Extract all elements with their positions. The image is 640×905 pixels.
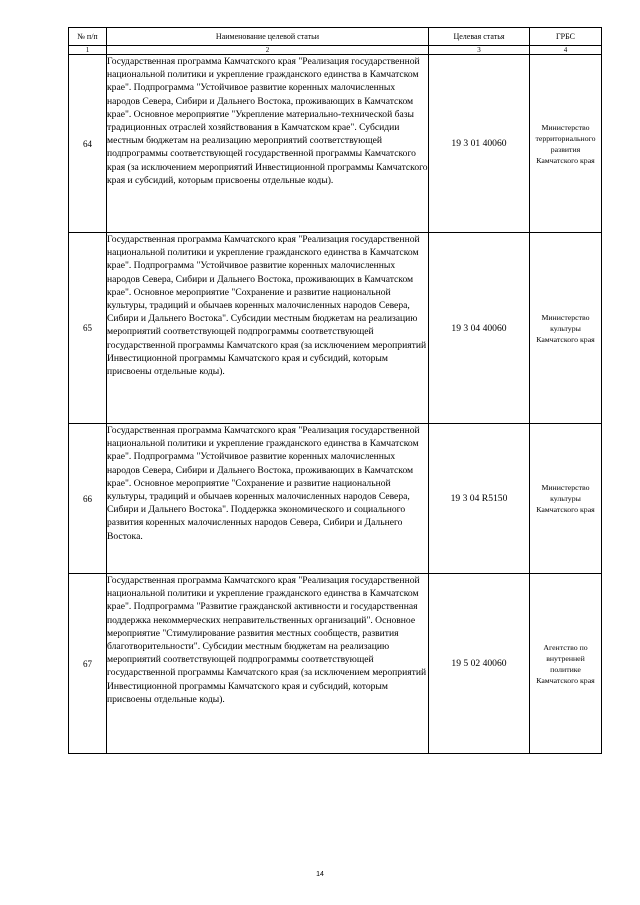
column-number-2: 2 [107,46,429,55]
row-name: Государственная программа Камчатского края "Реализация государственной национальной политики и укрепление гражданского единства в Камчатском крае". Подпрограмма "Устойчивое развитие коренных малочисленных народов Севера, Сибири и Дальнего Востока, проживающих в Камчатском крае". Основное мероприятие "Укрепление материально-технической базы традиционных отраслей хозяйствования в Камчатском крае". Субсидии местным бюджетам на реализацию мероприятий соответствующей подпрограммы соответствующей государственной программы Камчатского края (за исключением мероприятий Инвестиционной программы Камчатского края и субсидий, которым присвоены отдельные коды). [107,55,429,233]
header-number: № п/п [69,28,107,46]
row-name: Государственная программа Камчатского края "Реализация государственной национальной политики и укрепление гражданского единства в Камчатском крае". Подпрограмма "Устойчивое развитие коренных малочисленных народов Севера, Сибири и Дальнего Востока, проживающих в Камчатском крае". Основное мероприятие "Сохранение и развитие национальной культуры, традиций и обычаев коренных малочисленных народов Севера, Сибири и Дальнего Востока". Субсидии местным бюджетам на реализацию мероприятий соответствующей подпрограммы соответствующей государственной программы Камчатского края (за исключением мероприятий Инвестиционной программы Камчатского края и субсидий, которым присвоены отдельные коды). [107,233,429,424]
page-number: 14 [316,871,324,878]
row-number: 65 [69,233,107,424]
row-code: 19 3 04 R5150 [429,424,530,574]
header-name: Наименование целевой статьи [107,28,429,46]
table-row [69,424,602,574]
row-grbs: Министерство культуры Камчатского края [530,424,602,574]
column-number-1: 1 [69,46,107,55]
row-name: Государственная программа Камчатского края "Реализация государственной национальной политики и укрепление гражданского единства в Камчатском крае". Подпрограмма "Развитие гражданской активности и государственная поддержка некоммерческих неправительственных организаций". Основное мероприятие "Стимулирование развития местных сообществ, развития благотворительности". Субсидии местным бюджетам на реализацию мероприятий соответствующей подпрограммы соответствующей государственной программы Камчатского края (за исключением мероприятий Инвестиционной программы Камчатского края и субсидий, которым присвоены отдельные коды). [107,574,429,754]
column-number-3: 3 [429,46,530,55]
table-row [69,233,602,424]
row-grbs: Министерство территориального развития Камчатского края [530,55,602,233]
header-grbs: ГРБС [530,28,602,46]
column-number-4: 4 [530,46,602,55]
row-code: 19 5 02 40060 [429,574,530,754]
row-number: 64 [69,55,107,233]
row-code: 19 3 01 40060 [429,55,530,233]
row-number: 66 [69,424,107,574]
row-number: 67 [69,574,107,754]
header-code: Целевая статья [429,28,530,46]
table-row [69,55,602,233]
row-grbs: Агентство по внутренней политике Камчатского края [530,574,602,754]
row-code: 19 3 04 40060 [429,233,530,424]
row-name: Государственная программа Камчатского края "Реализация государственной национальной политики и укрепление гражданского единства в Камчатском крае". Подпрограмма "Устойчивое развитие коренных малочисленных народов Севера, Сибири и Дальнего Востока, проживающих в Камчатском крае". Основное мероприятие "Сохранение и развитие национальной культуры, традиций и обычаев коренных малочисленных народов Севера, Сибири и Дальнего Востока". Поддержка экономического и социального развития коренных малочисленных народов Севера, Сибири и Дальнего Востока. [107,424,429,574]
row-grbs: Министерство культуры Камчатского края [530,233,602,424]
target-articles-table [68,27,602,754]
table-row [69,574,602,754]
